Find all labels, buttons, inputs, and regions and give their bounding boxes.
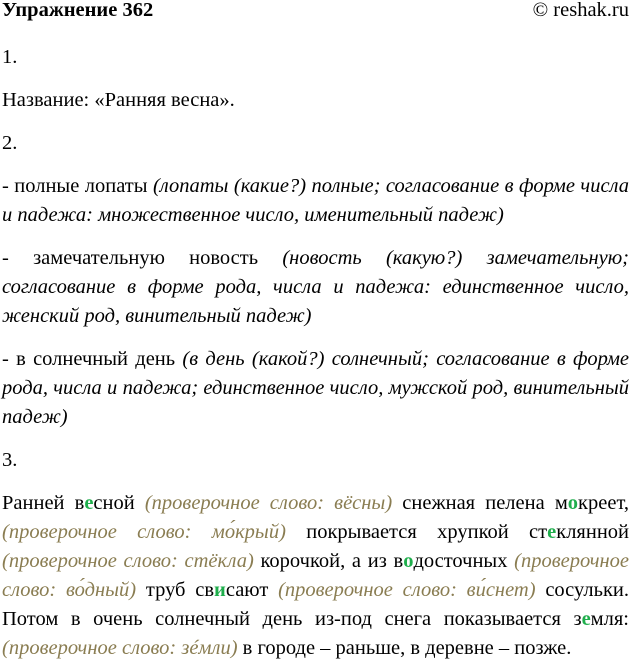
text-segment: мля: xyxy=(590,608,629,630)
text-segment: Ранней в xyxy=(2,492,85,514)
check-word-note: (проверочное слово: во́дный) xyxy=(2,550,629,601)
phrase-explanation: (лопаты (какие?) полные; согласование в форме числа и падежа: множественное число, именительный падеж) xyxy=(2,175,629,226)
exercise-content xyxy=(2,43,629,663)
text-segment: сной xyxy=(93,492,145,514)
copyright-label: © reshak.ru xyxy=(532,0,629,21)
check-word-note: (проверочное слово: вёсны) xyxy=(144,492,393,514)
text-segment: клянной xyxy=(556,521,630,543)
section-3-number: 3. xyxy=(2,449,18,471)
highlighted-letter: е xyxy=(581,608,591,630)
check-word-note: (проверочное слово: зéмли) xyxy=(2,637,238,659)
section-3-text-block xyxy=(2,489,629,663)
phrase-item xyxy=(2,172,629,230)
highlighted-letter: о xyxy=(567,492,579,514)
highlighted-letter: е xyxy=(84,492,94,514)
text-segment: корочкой, а из в xyxy=(253,550,404,572)
phrase-explanation: (в день (какой?) солнечный; согласование в форме рода, числа и падежа; единственное число, мужской род, винительный падеж) xyxy=(2,348,630,428)
section-1-number: 1. xyxy=(2,46,18,68)
phrase-item xyxy=(2,345,629,432)
highlighted-letter: и xyxy=(214,579,226,601)
phrase-text: - в солнечный день xyxy=(2,348,183,370)
check-word-note: (проверочное слово: ви́снет) xyxy=(278,579,536,601)
check-word-note: (проверочное слово: стёкла) xyxy=(2,550,254,572)
text-segment: труб св xyxy=(136,579,215,601)
text-segment: досточных xyxy=(413,550,515,572)
text-segment: снежная пелена м xyxy=(392,492,568,514)
section-2-number: 2. xyxy=(2,132,18,154)
phrase-text: - замечательную новость xyxy=(2,247,283,269)
page-header xyxy=(2,0,629,24)
section-1-title: Название: «Ранняя весна». xyxy=(2,89,235,111)
text-segment: в городе – раньше, в деревне – позже. xyxy=(237,637,572,659)
phrase-item xyxy=(2,244,629,331)
text-segment: креет, xyxy=(578,492,629,514)
text-segment: покрывается хрупкой ст xyxy=(285,521,548,543)
highlighted-letter: о xyxy=(403,550,414,572)
exercise-title: Упражнение 362 xyxy=(2,0,154,21)
check-word-note: (проверочное слово: мо́крый) xyxy=(2,521,286,543)
text-segment: сосульки. Потом в очень солнечный день из-под снега показывается з xyxy=(2,579,629,630)
phrase-explanation: (новость (какую?) замечательную; согласование в форме рода, числа и падежа: единственное число, женский род, винительный падеж) xyxy=(2,247,629,327)
section-3-paragraph xyxy=(2,489,629,663)
highlighted-letter: е xyxy=(547,521,557,543)
text-segment: сают xyxy=(225,579,279,601)
phrase-text: - полные лопаты xyxy=(2,175,153,197)
